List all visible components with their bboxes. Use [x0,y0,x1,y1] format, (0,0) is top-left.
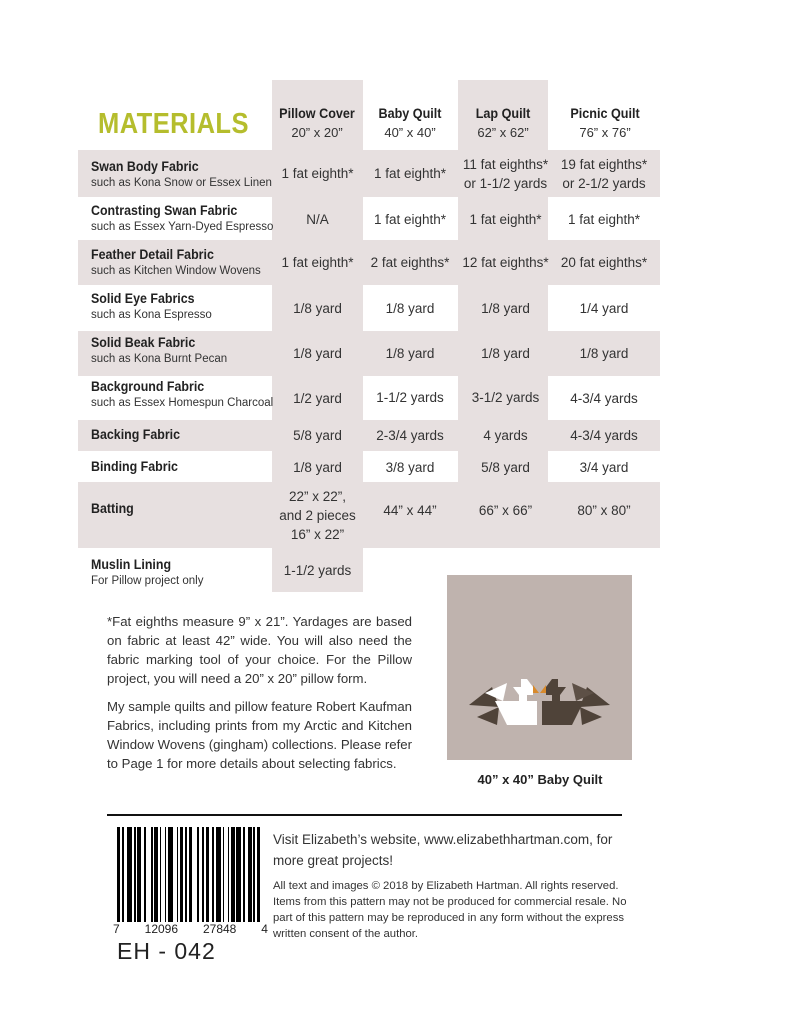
table-cell: 1 fat eighth* [281,166,354,181]
table-cell: 1/8 yard [481,301,530,316]
swans-illustration [447,575,632,760]
row-name: Solid Beak Fabric [91,335,196,350]
table-cell: 1/8 yard [293,346,342,361]
row-subtext: such as Essex Homespun Charcoal [91,397,274,409]
row-name: Contrasting Swan Fabric [91,203,238,218]
table-cell: 1/8 yard [579,346,629,361]
row-name: Muslin Lining [91,557,172,572]
table-cell: 1/8 yard [385,301,435,316]
table-cell: 4-3/4 yards [570,390,638,406]
row-subtext: For Pillow project only [91,575,204,587]
table-cell: N/A [306,211,329,227]
row-subtext: such as Kona Snow or Essex Linen [91,177,272,189]
table-cell: 1/2 yard [293,390,342,406]
row-label-swan-body [91,158,272,192]
row-name: Swan Body Fabric [91,159,199,174]
table-cell: 1/8 yard [293,459,342,475]
row-name: Binding Fabric [91,459,178,474]
row-label-contrasting-swan [91,202,273,236]
barcode [117,827,262,922]
column-size: 20” x 20” [291,125,343,140]
row-name: Batting [91,501,134,516]
notes [107,612,412,782]
table-cell: 4 yards [483,428,528,443]
column-header-lap [459,104,547,142]
row-label-eye [91,290,212,324]
row-label-muslin [91,556,203,590]
table-cell: 1 fat eighth* [281,255,354,270]
table-cell: 19 fat eighths* or 2-1/2 yards [560,156,648,191]
row-label-backing [91,426,188,443]
table-cell: 3-1/2 yards [471,389,540,405]
table-cell: 3/4 yard [579,459,629,475]
column-name: Baby Quilt [378,105,442,121]
table-cell: 1/8 yard [481,346,530,361]
row-name: Backing Fabric [91,427,181,442]
table-cell: 5/8 yard [481,459,530,475]
row-name: Feather Detail Fabric [91,247,214,262]
column-header-baby [366,104,454,142]
column-size: 40” x 40” [384,125,436,140]
table-cell: 1/4 yard [579,301,629,316]
pattern-code: EH - 042 [117,938,216,964]
legal-text: All text and images © 2018 by Elizabeth Hartman. All rights reserved. Items from this pattern may not be produced for commercial resale. No part of this pattern may be reproduced in any form without the express written consent of the author. [273,880,627,940]
column-header-pillow [273,104,361,142]
barcode-digits: 27848 [202,922,237,936]
table-cell: 20 fat eighths* [560,255,648,270]
row-name: Solid Eye Fabrics [91,291,195,306]
row-subtext: such as Essex Yarn-Dyed Espresso [91,221,274,233]
column-size: 62” x 62” [477,125,529,140]
row-name: Background Fabric [91,379,205,394]
table-cell: 1-1/2 yards [376,389,444,405]
barcode-digits: 12096 [144,922,179,936]
row-subtext: such as Kitchen Window Wovens [91,265,261,277]
note-paragraph: My sample quilts and pillow feature Robert Kaufman Fabrics, including prints from my Arctic and Kitchen Window Wovens (gingham) collections. Please refer to Page 1 for more details about selecting fabrics. [107,699,412,771]
image-caption: 40” x 40” Baby Quilt [477,772,603,787]
column-size: 76” x 76” [579,125,631,140]
page-title: MATERIALS [98,108,249,140]
table-cell: 22” x 22”, and 2 pieces 16” x 22” [279,488,356,542]
divider [107,814,622,816]
row-label-background [91,378,273,412]
table-cell: 44” x 44” [383,502,437,518]
row-subtext: such as Kona Burnt Pecan [91,353,228,365]
table-cell: 1 fat eighth* [567,211,641,227]
barcode-digits: 4 [261,922,268,936]
table-cell: 1/8 yard [293,301,342,316]
note-paragraph: *Fat eighths measure 9” x 21”. Yardages are based on fabric at least 42” wide. You will also need the fabric marking tool of your choice. For the Pillow project, you will need a 20” x 20” pillow form. [107,614,412,686]
table-cell: 80” x 80” [577,502,631,518]
baby-quilt-image [447,575,632,760]
table-cell: 66” x 66” [478,502,533,518]
barcode-number [113,922,268,936]
row-label-binding [91,458,186,475]
barcode-digits: 7 [113,922,120,936]
row-label-feather [91,246,261,280]
table-cell: 12 fat eighths* [462,255,549,270]
website-text: Visit Elizabeth’s website, www.elizabethhartman.com, for more great projects! [273,832,613,868]
table-cell: 1 fat eighth* [373,166,447,181]
table-cell: 1 fat eighth* [469,211,542,227]
column-header-picnic [561,104,649,142]
white-swan [469,679,539,725]
row-label-batting [91,500,138,517]
row-subtext: such as Kona Espresso [91,309,212,321]
column-name: Pillow Cover [279,105,355,121]
column-name: Picnic Quilt [570,105,640,121]
table-cell: 1-1/2 yards [283,562,352,578]
table-cell: 5/8 yard [293,428,342,443]
table-cell: 3/8 yard [385,459,435,475]
table-cell: 2 fat eighths* [370,255,450,270]
dark-swan [540,679,610,725]
table-cell: 1 fat eighth* [373,211,447,227]
row-label-beak [91,334,227,368]
table-cell: 2-3/4 yards [376,428,444,443]
column-name: Lap Quilt [475,105,531,121]
table-cell: 11 fat eighths* or 1-1/2 yards [462,156,549,191]
table-cell: 4-3/4 yards [570,428,638,443]
barcode-bar [260,827,262,922]
table-cell: 1/8 yard [385,346,435,361]
